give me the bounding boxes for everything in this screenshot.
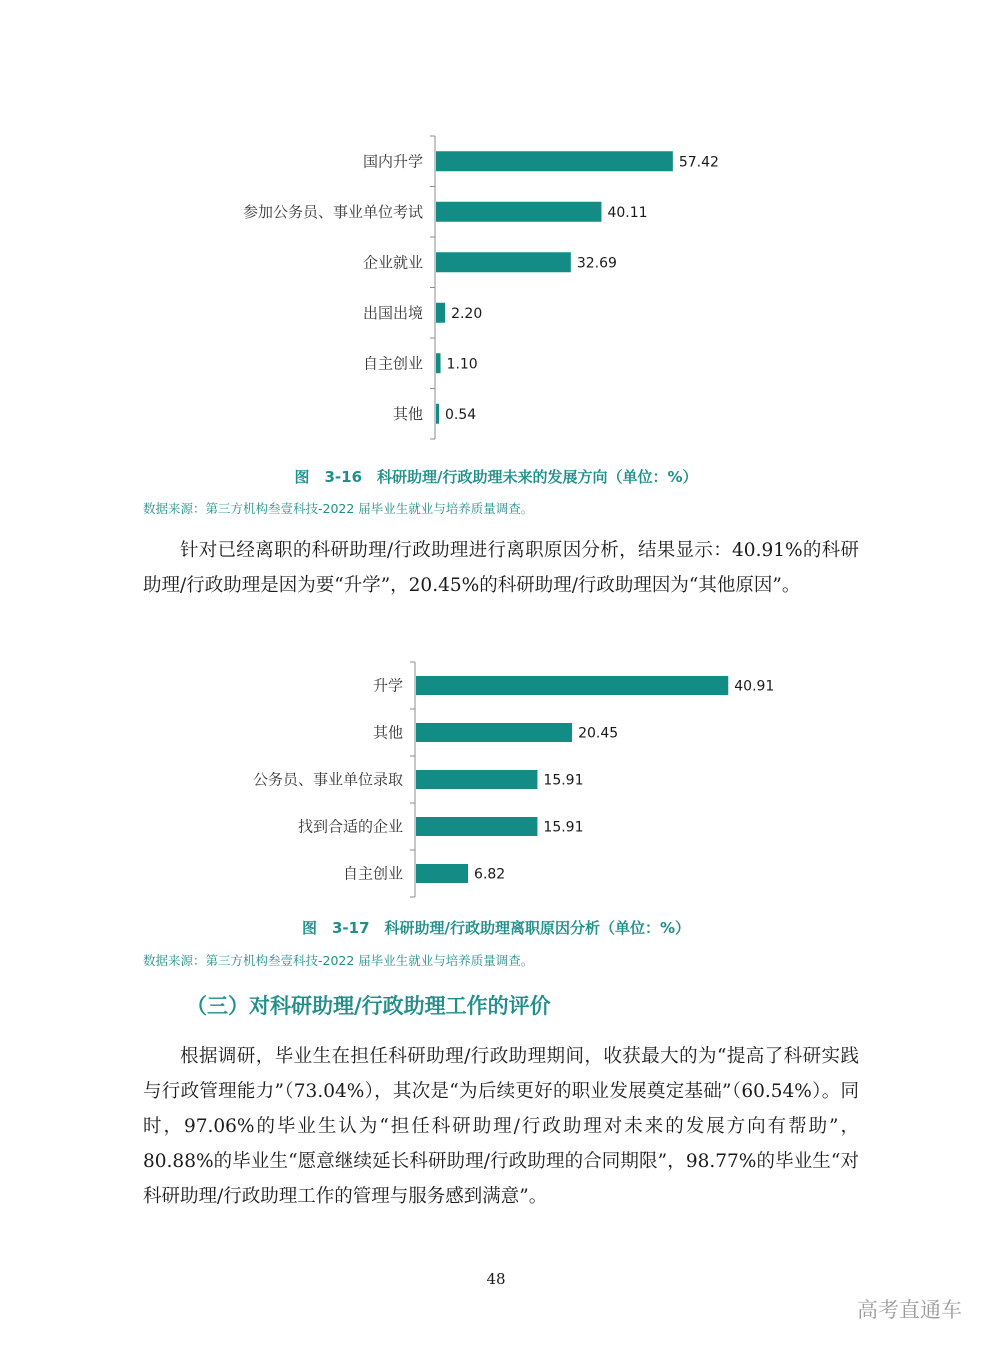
value-label: 6.82: [474, 866, 506, 883]
category-label: 其他: [372, 723, 403, 742]
bar: [416, 676, 728, 695]
category-label: 自主创业: [342, 864, 403, 883]
bar: [416, 817, 537, 836]
value-label: 2.20: [451, 305, 483, 322]
section-heading: （三）对科研助理/行政助理工作的评价: [186, 994, 551, 1018]
bar: [416, 864, 468, 883]
value-label: 15.91: [543, 819, 584, 836]
category-label: 公务员、事业单位录取: [252, 770, 403, 789]
category-label: 升学: [372, 676, 403, 695]
category-label: 找到合适的企业: [297, 817, 403, 836]
figure-3-16-source: 数据来源：第三方机构叁壹科技-2022 届毕业生就业与培养质量调查。: [143, 501, 534, 516]
evaluation-paragraph: 根据调研，毕业生在担任科研助理/行政助理期间，收获最大的为“提高了科研实践与行政管理能力”（73.04%），其次是“为后续更好的职业发展奠定基础”（60.54%）。同时，97.06%的毕业生认为“担任科研助理/行政助理对未来的发展方向有帮助”，80.88%的毕业生“愿意继续延长科研助理/行政助理的合同期限”，98.77%的毕业生“对科研助理/行政助理工作的管理与服务感到满意”。: [143, 1046, 859, 1207]
value-label: 32.69: [576, 255, 617, 272]
figure-3-17-caption: 图 3-17 科研助理/行政助理离职原因分析（单位：%）: [301, 919, 691, 937]
value-label: 57.42: [678, 154, 719, 171]
bar: [436, 404, 439, 424]
watermark: 高考直通车: [857, 1298, 962, 1322]
page-number: 48: [486, 1270, 506, 1288]
category-label: 企业就业: [362, 253, 423, 272]
value-label: 1.10: [446, 356, 478, 373]
future-direction-bar-chart: [0, 130, 992, 435]
category-label: 其他: [392, 404, 423, 423]
resignation-analysis-paragraph: 针对已经离职的科研助理/行政助理进行离职原因分析，结果显示：40.91%的科研助理/行政助理是因为要“升学”，20.45%的科研助理/行政助理因为“其他原因”。: [143, 540, 859, 596]
bar: [436, 353, 441, 373]
category-label: 出国出境: [362, 303, 423, 322]
resignation-reasons-bar-chart: [0, 655, 992, 895]
bar: [436, 151, 673, 171]
figure-3-16-caption: 图 3-16 科研助理/行政助理未来的发展方向（单位：%）: [294, 468, 698, 486]
bar: [416, 770, 537, 789]
bar: [416, 723, 572, 742]
category-label: 国内升学: [362, 152, 423, 171]
value-label: 20.45: [578, 725, 619, 742]
value-label: 0.54: [445, 406, 477, 423]
figure-3-17-source: 数据来源：第三方机构叁壹科技-2022 届毕业生就业与培养质量调查。: [143, 953, 534, 968]
value-label: 40.11: [607, 204, 648, 221]
bar: [436, 252, 571, 272]
value-label: 15.91: [543, 772, 584, 789]
category-label: 参加公务员、事业单位考试: [242, 202, 423, 221]
bar: [436, 202, 601, 222]
category-label: 自主创业: [362, 354, 423, 373]
value-label: 40.91: [734, 678, 775, 695]
bar: [436, 303, 445, 323]
